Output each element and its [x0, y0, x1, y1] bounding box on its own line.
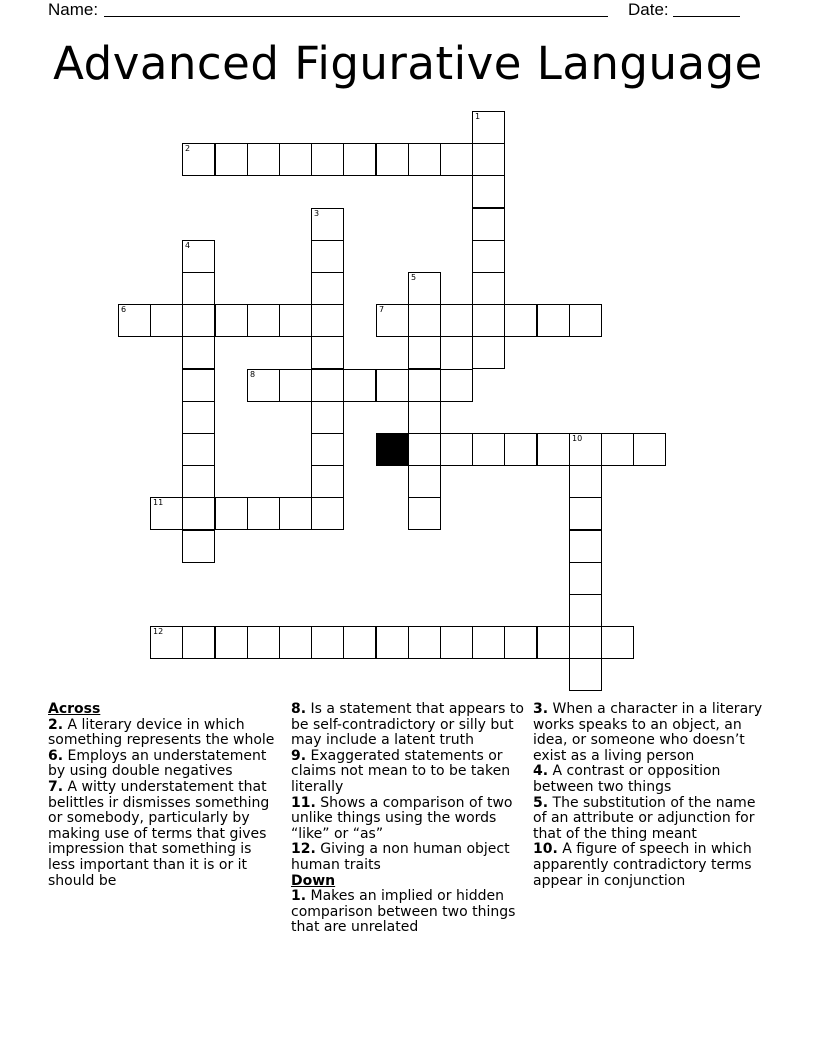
clue-item [533, 842, 768, 889]
grid-cell[interactable] [215, 626, 248, 659]
grid-cell[interactable] [408, 497, 441, 530]
grid-cell[interactable] [182, 272, 215, 305]
clue-item [291, 889, 527, 936]
page-title: Advanced Figurative Language [53, 37, 763, 90]
grid-cell[interactable] [537, 626, 570, 659]
grid-cell[interactable] [311, 143, 344, 176]
grid-cell[interactable] [569, 626, 602, 659]
grid-cell[interactable] [472, 272, 505, 305]
clue-number: 7. [48, 778, 64, 795]
clue-item [533, 796, 768, 843]
clues-column-1 [48, 702, 283, 889]
grid-cell[interactable] [504, 304, 537, 337]
grid-cell[interactable] [247, 304, 280, 337]
grid-cell[interactable] [182, 304, 215, 337]
name-label: Name: [48, 0, 99, 19]
grid-cell[interactable] [215, 304, 248, 337]
grid-cell[interactable] [182, 626, 215, 659]
grid-cell[interactable] [182, 497, 215, 530]
grid-cell[interactable] [504, 626, 537, 659]
clue-list [48, 718, 283, 890]
clue-number: 9. [291, 747, 307, 764]
clue-text: Employs an understatement by using double negatives [48, 747, 267, 780]
clue-number-label: 11 [153, 498, 164, 507]
clue-number-label: 1 [475, 112, 481, 121]
grid-cell[interactable] [440, 433, 473, 466]
grid-cell[interactable] [408, 401, 441, 434]
grid-cell[interactable] [472, 336, 505, 369]
clue-text: A figure of speech in which apparently contradictory terms appear in conjunction [533, 841, 752, 889]
grid-cell[interactable] [376, 143, 409, 176]
grid-cell[interactable] [311, 497, 344, 530]
clue-item [48, 718, 283, 749]
grid-cell[interactable] [311, 304, 344, 337]
grid-cell[interactable] [408, 272, 441, 305]
grid-cell[interactable] [182, 143, 215, 176]
clue-number: 12. [291, 841, 316, 858]
clue-text: The substitution of the name of an attribute or adjunction for that of the thing meant [533, 794, 756, 842]
clue-number-label: 7 [379, 305, 385, 314]
grid-cell[interactable] [247, 143, 280, 176]
clue-item [533, 702, 768, 764]
grid-cell[interactable] [472, 111, 505, 144]
clue-list [291, 889, 527, 936]
clue-number: 1. [291, 888, 307, 905]
grid-cell[interactable] [182, 433, 215, 466]
clue-number-label: 3 [314, 209, 320, 218]
grid-cell[interactable] [311, 240, 344, 273]
grid-cell[interactable] [311, 626, 344, 659]
grid-cell[interactable] [408, 304, 441, 337]
grid-cell[interactable] [633, 433, 666, 466]
grid-cell[interactable] [247, 369, 280, 402]
grid-cell[interactable] [311, 433, 344, 466]
grid-cell[interactable] [472, 208, 505, 241]
clue-number-label: 9 [379, 434, 385, 443]
clue-item [291, 749, 527, 796]
grid-cell[interactable] [569, 530, 602, 563]
grid-cell[interactable] [569, 497, 602, 530]
grid-cell[interactable] [569, 562, 602, 595]
clue-number: 3. [533, 701, 549, 717]
down-heading: Down [291, 872, 336, 889]
clue-text: Is a statement that appears to be self-contradictory or silly but may include a latent truth [291, 701, 524, 749]
clue-item [533, 764, 768, 795]
clue-number-label: 12 [153, 627, 164, 636]
clue-text: A witty understatement that belittles ir dismisses something or somebody, particularly by making use of terms that gives impression that something is less important than it is or it should be [48, 778, 270, 889]
grid-cell[interactable] [408, 336, 441, 369]
grid-cell[interactable] [408, 369, 441, 402]
grid-cell[interactable] [343, 626, 376, 659]
grid-cell[interactable] [440, 143, 473, 176]
grid-cell[interactable] [247, 626, 280, 659]
grid-cell[interactable] [182, 530, 215, 563]
clue-item [291, 702, 527, 749]
clue-text: A literary device in which something represents the whole [48, 716, 275, 749]
grid-cell[interactable] [182, 336, 215, 369]
grid-cell[interactable] [569, 594, 602, 627]
grid-cell[interactable] [311, 272, 344, 305]
grid-cell[interactable] [504, 433, 537, 466]
date-label: Date: [628, 0, 669, 19]
clue-number-label: 10 [572, 434, 583, 443]
clue-text: Makes an implied or hidden comparison between two things that are unrelated [291, 888, 516, 936]
across-heading: Across [48, 701, 101, 717]
clue-list [291, 702, 527, 874]
grid-cell[interactable] [343, 143, 376, 176]
grid-cell[interactable] [311, 401, 344, 434]
grid-cell[interactable] [182, 401, 215, 434]
grid-cell[interactable] [279, 626, 312, 659]
clue-text: Shows a comparison of two unlike things using the words “like” or “as” [291, 794, 513, 842]
clue-number-label: 2 [185, 144, 191, 153]
grid-cell[interactable] [408, 433, 441, 466]
grid-cell[interactable] [279, 143, 312, 176]
grid-cell[interactable] [569, 433, 602, 466]
grid-cell[interactable] [182, 369, 215, 402]
grid-cell[interactable] [279, 369, 312, 402]
grid-cell[interactable] [247, 497, 280, 530]
grid-cell[interactable] [569, 304, 602, 337]
clue-number: 2. [48, 716, 64, 733]
clue-number-label: 4 [185, 241, 191, 250]
clue-number: 6. [48, 747, 64, 764]
clue-text: A contrast or opposition between two things [533, 763, 721, 795]
grid-cell[interactable] [279, 304, 312, 337]
grid-cell[interactable] [440, 304, 473, 337]
grid-cell[interactable] [311, 465, 344, 498]
grid-cell[interactable] [311, 336, 344, 369]
clue-number: 4. [533, 763, 549, 780]
clue-item [291, 796, 527, 843]
grid-cell[interactable] [408, 143, 441, 176]
clue-number: 10. [533, 841, 558, 858]
grid-cell[interactable] [472, 143, 505, 176]
grid-cell[interactable] [569, 658, 602, 691]
grid-cell[interactable] [440, 369, 473, 402]
grid-cell[interactable] [472, 433, 505, 466]
grid-cell[interactable] [376, 626, 409, 659]
grid-cell[interactable] [376, 369, 409, 402]
grid-cell[interactable] [279, 497, 312, 530]
grid-cell[interactable] [569, 465, 602, 498]
clue-list [533, 702, 768, 889]
grid-cell[interactable] [408, 626, 441, 659]
grid-cell[interactable] [601, 433, 634, 466]
grid-cell[interactable] [440, 626, 473, 659]
grid-cell[interactable] [311, 369, 344, 402]
clue-number-label: 5 [411, 273, 417, 282]
grid-cell[interactable] [601, 626, 634, 659]
clues-column-2 [291, 702, 527, 936]
grid-cell[interactable] [215, 143, 248, 176]
clue-text: Exaggerated statements or claims not mean to to be taken literally [291, 747, 511, 795]
grid-cell[interactable] [472, 240, 505, 273]
clues-column-3 [533, 702, 768, 889]
clue-number: 11. [291, 794, 316, 811]
grid-cell-black [376, 433, 409, 466]
grid-cell[interactable] [537, 433, 570, 466]
clue-number: 5. [533, 794, 549, 811]
clue-item [291, 842, 527, 873]
clue-number: 8. [291, 701, 307, 717]
grid-cell[interactable] [150, 304, 183, 337]
grid-cell[interactable] [215, 497, 248, 530]
grid-cell[interactable] [118, 304, 151, 337]
grid-cell[interactable] [472, 626, 505, 659]
clue-item [48, 749, 283, 780]
grid-cell[interactable] [408, 465, 441, 498]
clue-number-label: 8 [250, 370, 256, 379]
clue-text: When a character in a literary works speaks to an object, an idea, or someone who doesn’t exist as a living person [533, 701, 763, 764]
grid-cell[interactable] [311, 208, 344, 241]
grid-cell[interactable] [537, 304, 570, 337]
grid-cell[interactable] [150, 626, 183, 659]
grid-cell[interactable] [472, 175, 505, 208]
grid-cell[interactable] [182, 465, 215, 498]
clue-text: Giving a non human object human traits [291, 841, 510, 873]
grid-cell[interactable] [472, 304, 505, 337]
clue-item [48, 780, 283, 889]
grid-cell[interactable] [376, 304, 409, 337]
clue-number-label: 6 [121, 305, 127, 314]
grid-cell[interactable] [150, 497, 183, 530]
grid-cell[interactable] [182, 240, 215, 273]
grid-cell[interactable] [343, 369, 376, 402]
